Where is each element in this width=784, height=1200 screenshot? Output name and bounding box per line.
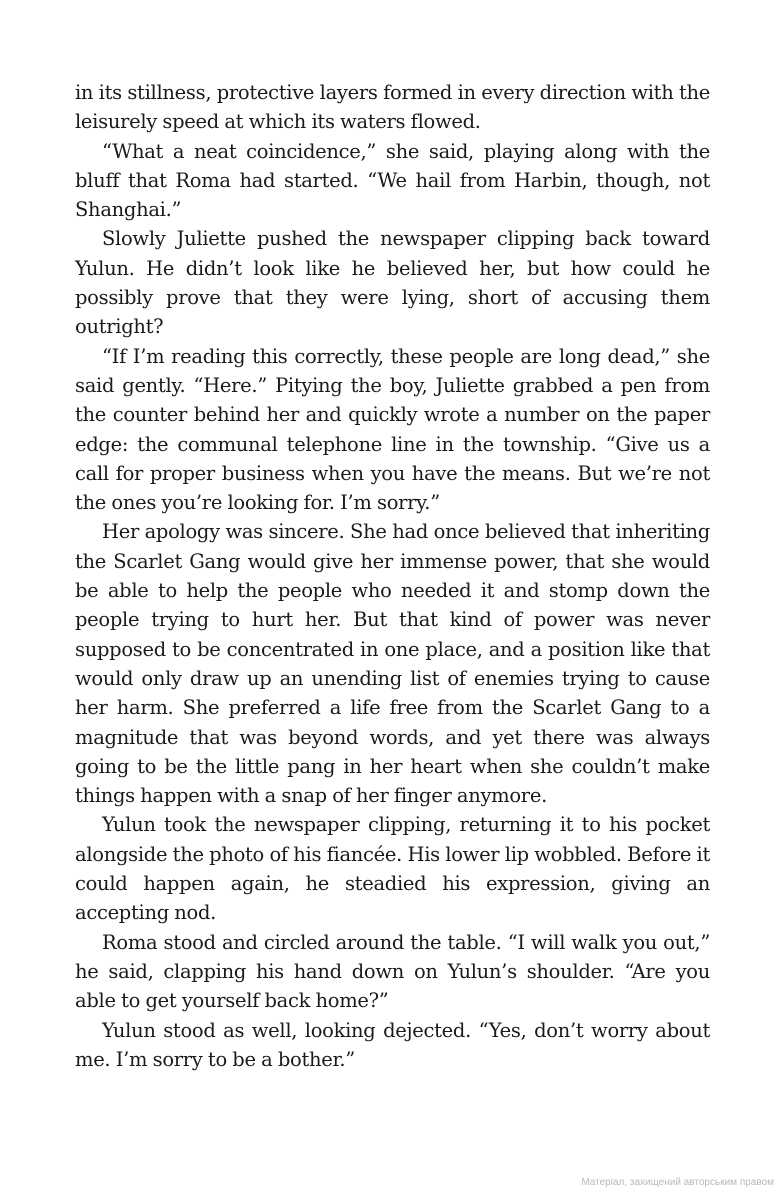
paragraph-1: in its stillness, protective layers formed in every direction with the leisurely speed at which its waters flowed.: [75, 81, 710, 134]
paragraph-5: Her apology was sincere. She had once believed that inheriting the Scarlet Gang would give her immense power, that she would be able to help the people who needed it and stomp down the people trying to hurt her. But that kind of power was never supposed to be concentrated in one place, and a position like that would only draw up an unending list of enemies trying to cause her harm. She preferred a life free from the Scarlet Gang to a magnitude that was beyond words, and yet there was always going to be the little pang in her heart when she couldn’t make things happen with a snap of her finger anymore.: [75, 520, 710, 808]
paragraph-4: “If I’m reading this correctly, these people are long dead,” she said gently. “Here.” Pitying the boy, Juliette grabbed a pen from the counter behind her and quickly wrote a number on the paper edge: the communal telephone line in the township. “Give us a call for proper business when you have the means. But we’re not the ones you’re looking for. I’m sorry.”: [75, 344, 710, 515]
copyright-watermark: Матеріал, захищений авторським правом: [581, 1177, 774, 1188]
book-page-body: [75, 78, 710, 1074]
paragraph-7: Roma stood and circled around the table. “I will walk you out,” he said, clapping his hand down on Yulun’s shoulder. “Are you able to get yourself back home?”: [75, 930, 710, 1013]
paragraph-6: Yulun took the newspaper clipping, returning it to his pocket alongside the photo of his fiancée. His lower lip wobbled. Before it could happen again, he steadied his expression, giving an accepting nod.: [75, 813, 710, 925]
paragraph-3: Slowly Juliette pushed the newspaper clipping back toward Yulun. He didn’t look like he believed her, but how could he possibly prove that they were lying, short of accusing them outright?: [75, 227, 710, 339]
paragraph-8: Yulun stood as well, looking dejected. “Yes, don’t worry about me. I’m sorry to be a bother.”: [75, 1018, 710, 1071]
paragraph-2: “What a neat coincidence,” she said, playing along with the bluff that Roma had started. “We hail from Harbin, though, not Shanghai.”: [75, 139, 710, 222]
